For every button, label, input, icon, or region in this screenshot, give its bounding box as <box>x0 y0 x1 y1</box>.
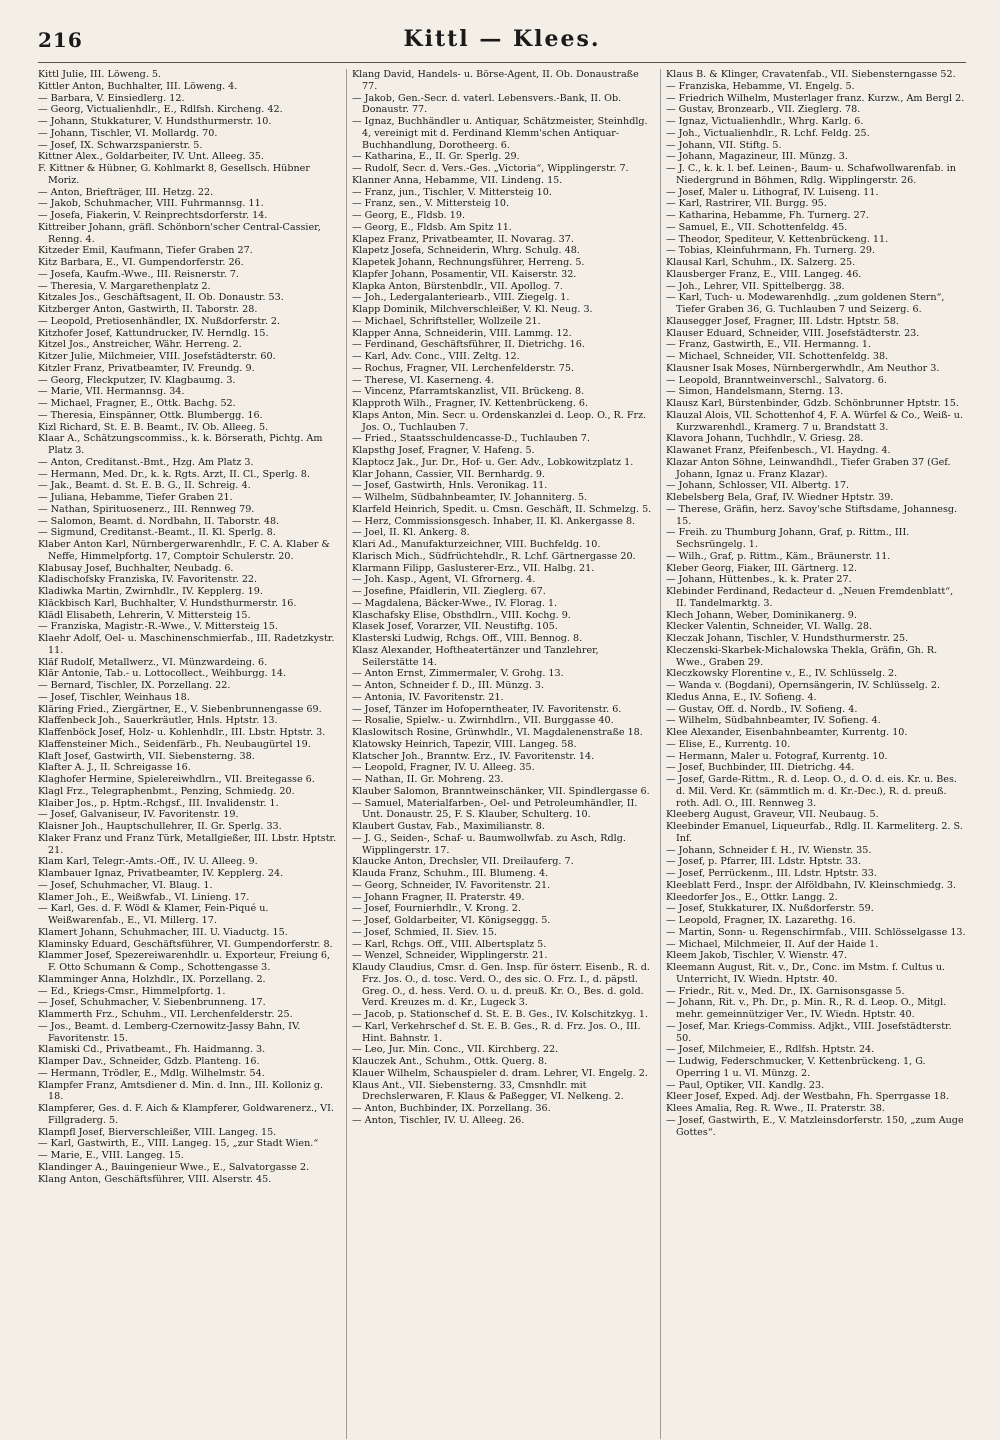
directory-entry: — Bernard, Tischler, IX. Porzellang. 22. <box>38 680 231 691</box>
directory-entry: — Rochus, Fragner, VII. Lerchenfelderstr. 75. <box>352 362 575 374</box>
directory-entry: — Franz, sen., V. Mittersteig 10. <box>352 198 510 210</box>
directory-entry: Klaisner Joh., Hauptschullehrer, II. Gr. Sperlg. 33. <box>38 821 282 832</box>
directory-entry: — Franziska, Hebamme, VI. Engelg. 5. <box>666 80 855 92</box>
directory-entry: — Anton Ernst, Zimmermaler, V. Grohg. 13. <box>352 668 564 680</box>
directory-entry: Kittler Anton, Buchhalter, III. Löweng. 4. <box>38 80 238 92</box>
directory-entry: Kleeblatt Ferd., Inspr. der Alföldbahn, IV. Kleinschmiedg. 3. <box>666 879 957 891</box>
directory-entry: — Karl, Adv. Conc., VIII. Zeltg. 12. <box>352 351 520 362</box>
directory-entry: — Sigmund, Creditanst.-Beamt., II. Kl. Sperlg. 8. <box>38 527 276 539</box>
directory-entry: — Paul, Optiker, VII. Kandlg. 23. <box>666 1079 825 1091</box>
directory-entry: — Johann, Magazineur, III. Münzg. 3. <box>666 151 848 163</box>
directory-entry: — Friedrich Wilhelm, Musterlager franz. Kurzw., Am Bergl 2. <box>666 92 965 104</box>
directory-entry: — Salomon, Beamt. d. Nordbahn, II. Taborstr. 48. <box>38 515 280 527</box>
directory-entry: — Hermann, Med. Dr., k. k. Rgts. Arzt, II. Cl., Sperlg. 8. <box>38 468 310 480</box>
directory-entry: — Johann Fragner, II. Praterstr. 49. <box>352 891 525 903</box>
directory-entry: — Josef, Stukkaturer, IX. Nußdorferstr. 59. <box>666 903 874 915</box>
directory-entry: — Georg, E., Fldsb. 19. <box>352 210 466 221</box>
directory-columns <box>38 69 966 1439</box>
directory-entry: — J. C., k. k. l. bef. Leinen-, Baum- u. Schafwollwarenfab. in Niedergrund in Böhmen, Rdlg. Wipplingerstr. 26. <box>666 163 956 186</box>
directory-entry: — Gustav, Off. d. Nordb., IV. Sofieng. 4. <box>666 703 858 715</box>
directory-entry: Klapez Franz, Privatbeamter, II. Novarag. 37. <box>352 233 574 245</box>
directory-entry: Klär Antonie, Tab.- u. Lottocollect., Weihburgg. 14. <box>38 668 287 680</box>
directory-entry: — Georg, Fleckputzer, IV. Klagbaumg. 3. <box>38 374 236 386</box>
directory-entry: — Georg, Victualienhdlr., E., Rdlfsh. Kircheng. 42. <box>38 104 283 116</box>
directory-entry: — Michael, Fragner, E., Ottk. Bachg. 52. <box>38 398 236 409</box>
directory-entry: — Johann, Stukkaturer, V. Hundsthurmerstr. 10. <box>38 116 272 127</box>
directory-entry: Klatowsky Heinrich, Tapezir, VIII. Langeg. 58. <box>352 738 577 750</box>
directory-entry: — Friedr., Rit. v., Med. Dr., IX. Garnisonsgasse 5. <box>666 985 905 997</box>
directory-entry: — Josefa, Kaufm.-Wwe., III. Reisnerstr. 7. <box>38 268 239 280</box>
directory-entry: Klaudy Claudius, Cmsr. d. Gen. Insp. für österr. Eisenb., R. d. Frz. Jos. O., d. tosc. Verd. O., des sic. O. Frz. I., d. päpstl. Greg. O., d. hess. Verd. O. u. d. preuß. Kr. O., Bes. d. gold. Verd. Kreuzes m. d. Kr., Lugeck 3. <box>352 962 650 1009</box>
directory-entry: Kledus Anna, E., IV. Sofieng. 4. <box>666 691 817 703</box>
directory-entry: — Michael, Milchmeier, II. Auf der Haide 1. <box>666 938 879 950</box>
directory-entry: Klebinder Ferdinand, Redacteur d. „Neuen Fremdenblatt“, II. Tandelmarktg. 3. <box>666 586 954 609</box>
directory-entry: Klampferer, Ges. d. F. Aich & Klampferer, Goldwarenerz., VI. Fillgraderg. 5. <box>38 1103 334 1126</box>
directory-entry: — Josef, Tänzer im Hofoperntheater, IV. Favoritenstr. 6. <box>352 703 622 715</box>
directory-entry: Klaar A., Schätzungscommiss., k. k. Börserath, Pichtg. Am Platz 3. <box>38 433 323 456</box>
column-2 <box>346 69 652 1439</box>
directory-entry: — Leopold, Branntweinverschl., Salvatorg. 6. <box>666 374 887 386</box>
directory-entry: Klausner Isak Moses, Nürnbergerwhdlr., Am Neuthor 3. <box>666 362 940 374</box>
directory-entry: — Theresia, V. Margarethenplatz 2. <box>38 280 211 292</box>
directory-entry: Klapetz Josefa, Schneiderin, Whrg. Schulg. 48. <box>352 245 580 257</box>
column-3 <box>660 69 966 1439</box>
directory-entry: Klebelsberg Bela, Graf, IV. Wiedner Hptstr. 39. <box>666 492 894 503</box>
directory-entry: — Freih. zu Thumburg Johann, Graf, p. Rittm., III. Sechsrüngelg. 1. <box>666 527 910 550</box>
directory-entry: Klaus B. & Klinger, Cravatenfab., VII. Siebensterngasse 52. <box>666 69 956 80</box>
directory-entry: — Karl, Rastrirer, VII. Burgg. 95. <box>666 198 827 210</box>
directory-entry: Kleczenski-Skarbek-Michalowska Thekla, Gräfin, Gh. R. Wwe., Graben 29. <box>666 644 938 668</box>
page-number: 216 <box>38 28 83 52</box>
directory-entry: — Johann, VII. Stiftg. 5. <box>666 139 782 151</box>
directory-entry: Klambauer Ignaz, Privatbeamter, IV. Kepplerg. 24. <box>38 868 284 879</box>
directory-entry: — Wilhelm, Südbahnbeamter, IV. Sofieng. 4. <box>666 715 881 727</box>
directory-entry: Klaiber Jos., p. Hptm.-Rchgsf., III. Invalidenstr. 1. <box>38 797 279 809</box>
directory-entry: — Josef, Tischler, Weinhaus 18. <box>38 691 190 703</box>
directory-entry: Klaffenböck Josef, Holz- u. Kohlenhdlr., III. Lbstr. Hptstr. 3. <box>38 727 326 738</box>
directory-entry: — Georg, Schneider, IV. Favoritenstr. 21. <box>352 879 551 891</box>
directory-entry: — Josef, Gastwirth, Hnls. Veronikag. 11. <box>352 480 548 492</box>
directory-entry: Kittreiber Johann, gräfl. Schönborn'scher Central-Cassier, Renng. 4. <box>38 221 321 245</box>
directory-entry: Klaffenbeck Joh., Sauerkräutler, Hnls. Hptstr. 13. <box>38 715 278 727</box>
directory-entry: — Jakob, Schuhmacher, VIII. Fuhrmannsg. 11. <box>38 198 264 210</box>
directory-entry: Kitzberger Anton, Gastwirth, II. Taborstr. 28. <box>38 304 258 315</box>
directory-entry: — Johann, Schlosser, VII. Albertg. 17. <box>666 480 850 492</box>
directory-entry: — Josef, Gastwirth, E., V. Matzleinsdorferstr. 150, „zum Auge Gottes“. <box>666 1114 964 1138</box>
directory-entry: Klandinger A., Bauingenieur Wwe., E., Salvatorgasse 2. <box>38 1161 310 1173</box>
directory-entry: — Wilh., Graf, p. Rittm., Käm., Bräunerstr. 11. <box>666 550 891 562</box>
directory-entry: Klampfl Josef, Bierverschleißer, VIII. Langeg. 15. <box>38 1126 277 1138</box>
directory-entry: Klaus Ant., VII. Siebensterng. 33, Cmsnhdlr. mit Drechslerwaren, F. Klaus & Paßegger, VI. Nelkeng. 2. <box>352 1079 624 1103</box>
directory-entry: — Josef, IX. Schwarzspanierstr. 5. <box>38 139 203 151</box>
directory-entry: Kläf Rudolf, Metallwerz., VI. Münzwardeing. 6. <box>38 656 268 668</box>
directory-entry: Kleczkowsky Florentine v., E., IV. Schlüsselg. 2. <box>666 668 898 680</box>
directory-entry: — Leo, Jur. Min. Conc., VII. Kirchberg. 22. <box>352 1044 559 1056</box>
directory-entry: — Joh., Lehrer, VII. Spittelbergg. 38. <box>666 280 845 292</box>
directory-entry: — Anton, Schneider f. D., III. Münzg. 3. <box>352 680 545 691</box>
directory-entry: Kitzler Franz, Privatbeamter, IV. Freundg. 9. <box>38 362 255 374</box>
directory-entry: Klafter A. J., II. Schreigasse 16. <box>38 762 191 774</box>
directory-entry: Klatscher Joh., Branntw. Erz., IV. Favoritenstr. 14. <box>352 750 595 762</box>
directory-entry: — Fried., Staatsschuldencasse-D., Tuchlauben 7. <box>352 433 590 445</box>
directory-entry: — Jak., Beamt. d. St. E. B. G., II. Schreig. 4. <box>38 480 251 492</box>
directory-entry: Klammer Josef, Spezereiwarenhdlr. u. Exporteur, Freiung 6, F. Otto Schumann & Comp., Schottengasse 3. <box>38 950 331 973</box>
directory-entry: — Leopold, Pretiosenhändler, IX. Nußdorferstr. 2. <box>38 315 281 327</box>
directory-entry: Klauber Salomon, Branntweinschänker, VII. Spindlergasse 6. <box>352 785 650 797</box>
directory-entry: Klaucke Anton, Drechsler, VII. Dreilauferg. 7. <box>352 856 574 868</box>
directory-entry: — Therese, Gräfin, herz. Savoy'sche Stiftsdame, Johannesg. 15. <box>666 503 958 527</box>
directory-entry: Klammerth Frz., Schuhm., VII. Lerchenfelderstr. 25. <box>38 1009 293 1020</box>
directory-entry: — Johann, Rit. v., Ph. Dr., p. Min. R., R. d. Leop. O., Mitgl. mehr. gemeinnütziger Ver., IV. Wiedn. Hptstr. 40. <box>666 997 947 1020</box>
directory-entry: Kleedorfer Jos., E., Ottkr. Langg. 2. <box>666 891 838 903</box>
directory-entry: — Karl, Rchgs. Off., VIII. Albertsplatz 5. <box>352 938 547 950</box>
directory-entry: — Gustav, Bronzearb., VII. Zieglerg. 78. <box>666 104 861 116</box>
directory-entry: — Karl, Ges. d. F. Wödl & Klamer, Fein-Piqué u. Weißwarenfab., E., VI. Millerg. 17. <box>38 903 269 926</box>
directory-entry: Klawanet Franz, Pfeifenbesch., VI. Haydng. 4. <box>666 445 891 456</box>
directory-entry: Kleer Josef, Exped. Adj. der Westbahn, Fh. Sperrgasse 18. <box>666 1091 949 1103</box>
directory-entry: — Katharina, Hebamme, Fh. Turnerg. 27. <box>666 210 869 221</box>
page-header <box>38 26 966 63</box>
directory-entry: — Leopold, Fragner, IV. U. Alleeg. 35. <box>352 762 535 774</box>
directory-entry: — Josef, Goldarbeiter, VI. Königseggg. 5. <box>352 915 551 926</box>
directory-entry: — Elise, E., Kurrentg. 10. <box>666 738 791 750</box>
directory-entry: Klausberger Franz, E., VIII. Langeg. 46. <box>666 268 862 280</box>
directory-entry: — Jos., Beamt. d. Lemberg-Czernowitz-Jassy Bahn, IV. Favoritenstr. 15. <box>38 1020 301 1044</box>
directory-entry: — Barbara, V. Einsiedlerg. 12. <box>38 92 185 104</box>
directory-entry: — Marie, VII. Hermannsg. 34. <box>38 386 185 398</box>
directory-entry: — Josef, Schuhmacher, V. Siebenbrunneng. 17. <box>38 997 266 1009</box>
directory-entry: Klagl Frz., Telegraphenbmt., Penzing, Schmiedg. 20. <box>38 785 295 797</box>
directory-entry: Klauczek Ant., Schuhm., Ottk. Querg. 8. <box>352 1056 548 1067</box>
directory-entry: Klapp Dominik, Milchverschleißer, V. Kl. Neug. 3. <box>352 304 593 315</box>
directory-entry: Klapfer Johann, Posamentir, VII. Kaiserstr. 32. <box>352 268 577 280</box>
directory-entry: F. Kittner & Hübner, G. Kohlmarkt 8, Gesellsch. Hübner Moriz. <box>38 163 310 186</box>
directory-entry: — Georg, E., Fldsb. Am Spitz 11. <box>352 221 512 233</box>
directory-entry: Klaft Josef, Gastwirth, VII. Siebensterng. 38. <box>38 750 255 762</box>
directory-entry: — Johann, Schneider f. H., IV. Wienstr. 35. <box>666 844 872 856</box>
directory-entry: Kleczak Johann, Tischler, V. Hundsthurmerstr. 25. <box>666 633 909 644</box>
directory-entry: — Josef, p. Pfarrer, III. Ldstr. Hptstr. 33. <box>666 856 862 868</box>
directory-entry: Klasterski Ludwig, Rchgs. Off., VIII. Bennog. 8. <box>352 633 583 644</box>
directory-entry: — Joel, II. Kl. Ankerg. 8. <box>352 527 470 539</box>
directory-entry: — Jacob, p. Stationschef d. St. E. B. Ges., IV. Kolschitzkyg. 1. <box>352 1009 649 1020</box>
directory-entry: Klasek Josef, Vorarzer, VII. Neustiftg. 105. <box>352 621 558 633</box>
directory-entry: — Joh., Victualienhdlr., R. Lchf. Feldg. 25. <box>666 127 870 139</box>
directory-entry: — Jakob, Gen.-Secr. d. vaterl. Lebensvers.-Bank, II. Ob. Donaustr. 77. <box>352 92 622 116</box>
directory-entry: — Josef, Schmied, II. Siev. 15. <box>352 926 498 938</box>
directory-entry: Klasz Alexander, Hoftheatertänzer und Tanzlehrer, Seilerstätte 14. <box>352 644 599 668</box>
directory-entry: — Marie, E., VIII. Langeg. 15. <box>38 1150 184 1161</box>
directory-entry: Klabusay Josef, Buchhalter, Neubadg. 6. <box>38 562 234 574</box>
directory-entry: — Anton, Tischler, IV. U. Alleeg. 26. <box>352 1114 525 1126</box>
directory-entry: Klam Karl, Telegr.-Amts.-Off., IV. U. Alleeg. 9. <box>38 856 258 868</box>
directory-entry: Klaghofer Hermine, Spielereiwhdlrn., VII. Breitegasse 6. <box>38 774 315 785</box>
directory-entry: — Josefa, Fiakerin, V. Reinprechtsdorferstr. 14. <box>38 210 268 221</box>
directory-entry: Kleemann August, Rit. v., Dr., Conc. im Mstm. f. Cultus u. Unterricht, IV. Wiedn. Hptstr. 40. <box>666 962 946 985</box>
directory-entry: — Wanda v. (Bogdani), Opernsängerin, IV. Schlüsselg. 2. <box>666 680 941 691</box>
directory-entry: — Katharina, E., II. Gr. Sperlg. 29. <box>352 151 520 163</box>
directory-entry: Klampfer Franz, Amtsdiener d. Min. d. Inn., III. Kolloniz g. 18. <box>38 1079 324 1103</box>
running-head: Kittl — Klees. <box>403 26 601 52</box>
directory-entry: Klecker Valentin, Schneider, VI. Wallg. 28. <box>666 621 873 633</box>
directory-entry: Klauser Eduard, Schneider, VIII. Josefstädterstr. 23. <box>666 327 920 339</box>
directory-entry: Klarisch Mich., Südfrüchtehdlr., R. Lchf. Gärtnergasse 20. <box>352 550 636 562</box>
directory-entry: — Theresia, Einspänner, Ottk. Blumbergg. 16. <box>38 409 263 421</box>
directory-entry: Klees Amalia, Reg. R. Wwe., II. Praterstr. 38. <box>666 1103 885 1114</box>
directory-entry: — Josef, Schuhmacher, VI. Blaug. 1. <box>38 879 213 891</box>
directory-entry: — J. G., Seiden-, Schaf- u. Baumwollwfab. zu Asch, Rdlg. Wipplingerstr. 17. <box>352 832 626 856</box>
directory-entry: Klapetek Johann, Rechnungsführer, Herreng. 5. <box>352 257 585 268</box>
directory-entry: — Josef, Perrückenm., III. Ldstr. Hptstr. 33. <box>666 868 877 879</box>
directory-entry: — Josef, Galvaniseur, IV. Favoritenstr. 19. <box>38 809 239 821</box>
directory-entry: Klavora Johann, Tuchhdlr., V. Griesg. 28. <box>666 433 864 445</box>
directory-entry: Klaubert Gustav, Fab., Maximilianstr. 8. <box>352 821 545 832</box>
directory-entry: Klamper Dav., Schneider, Gdzb. Planteng. 16. <box>38 1056 260 1067</box>
directory-entry: Klauda Franz, Schuhm., III. Blumeng. 4. <box>352 868 549 879</box>
directory-entry: — Martin, Sonn- u. Regenschirmfab., VIII. Schlösselgasse 13. <box>666 926 966 938</box>
directory-entry: — Tobias, Kleinfuhrmann, Fh. Turnerg. 29. <box>666 245 875 257</box>
directory-entry: — Wilhelm, Südbahnbeamter, IV. Johanniterg. 5. <box>352 492 588 503</box>
directory-entry: — Rudolf, Secr. d. Vers.-Ges. „Victoria“, Wipplingerstr. 7. <box>352 163 629 174</box>
directory-entry: — Joh. Kasp., Agent, VI. Gfrornerg. 4. <box>352 574 536 586</box>
directory-entry: — Anton, Briefträger, III. Hetzg. 22. <box>38 186 214 198</box>
directory-entry: Klamert Johann, Schuhmacher, III. U. Viaductg. 15. <box>38 926 288 938</box>
directory-entry: — Wenzel, Schneider, Wipplingerstr. 21. <box>352 950 548 962</box>
directory-entry: — Samuel, E., VII. Schottenfeldg. 45. <box>666 221 848 233</box>
directory-entry: Klarfeld Heinrich, Spedit. u. Cmsn. Geschäft, II. Schmelzg. 5. <box>352 503 652 515</box>
directory-entry: — Josef, Mar. Kriegs-Commiss. Adjkt., VIII. Josefstädterstr. 50. <box>666 1020 952 1044</box>
directory-entry: — Michael, Schriftsteller, Wollzeile 21. <box>352 315 541 327</box>
directory-entry: — Josefine, Pfaidlerin, VII. Zieglerg. 67. <box>352 586 546 597</box>
directory-entry: Kleebinder Emanuel, Liqueurfab., Rdlg. II. Karmeliterg. 2. S. Inf. <box>666 821 963 844</box>
directory-entry: — Franz, Gastwirth, E., VII. Hermanng. 1. <box>666 339 872 351</box>
column-1 <box>38 69 338 1439</box>
directory-entry: Kitzeder Emil, Kaufmann, Tiefer Graben 27. <box>38 245 253 257</box>
directory-entry: Klausegger Josef, Fragner, III. Ldstr. Hptstr. 58. <box>666 315 899 327</box>
directory-entry: Kitz Barbara, E., VI. Gumpendorferstr. 26. <box>38 257 244 268</box>
directory-entry: — Herz, Commissionsgesch. Inhaber, II. Kl. Ankergasse 8. <box>352 515 636 527</box>
directory-entry: Klaminsky Eduard, Geschäftsführer, VI. Gumpendorferstr. 8. <box>38 938 333 950</box>
directory-entry: Klari Ad., Manufakturzeichner, VIII. Buchfeldg. 10. <box>352 539 601 550</box>
directory-entry: Klanner Anna, Hebamme, VII. Lindeng. 15. <box>352 174 563 186</box>
directory-entry: Kitzel Jos., Anstreicher, Währ. Herreng. 2. <box>38 339 242 351</box>
directory-entry: Klamminger Anna, Holzhdlr., IX. Porzellang. 2. <box>38 973 266 985</box>
directory-entry: Klamer Joh., E., Weißwfab., VI. Linieng. 17. <box>38 891 250 903</box>
directory-entry: Klee Alexander, Eisenbahnbeamter, Kurrentg. 10. <box>666 727 908 738</box>
directory-entry: — Josef, Maler u. Lithograf, IV. Luiseng. 11. <box>666 186 879 198</box>
directory-entry: Kladischofsky Franziska, IV. Favoritenstr. 22. <box>38 574 258 586</box>
directory-entry: Kitzer Julie, Milchmeier, VIII. Josefstädterstr. 60. <box>38 351 276 362</box>
directory-entry: — Leopold, Fragner, IX. Lazarethg. 16. <box>666 915 856 926</box>
directory-entry: — Franziska, Magistr.-R.-Wwe., V. Mittersteig 15. <box>38 621 278 633</box>
directory-entry: — Hermann, Trödler, E., Mdlg. Wilhelmstr. 54. <box>38 1067 265 1079</box>
directory-entry: Klapsthg Josef, Fragner, V. Hafeng. 5. <box>352 445 535 456</box>
directory-entry: — Anton, Creditanst.-Bmt., Hzg. Am Platz 3. <box>38 456 254 468</box>
directory-entry: Kläckbisch Karl, Buchhalter, V. Hundsthurmerstr. 16. <box>38 597 297 609</box>
directory-entry: — Nathan, II. Gr. Mohreng. 23. <box>352 774 504 785</box>
directory-entry: Klaslowitsch Rosine, Grünwhdlr., VI. Magdalenenstraße 18. <box>352 727 643 738</box>
directory-entry: — Antonia, IV. Favoritenstr. 21. <box>352 691 504 703</box>
directory-entry: Klaps Anton, Min. Secr. u. Ordenskanzlei d. Leop. O., R. Frz. Jos. O., Tuchlauben 7. <box>352 409 647 433</box>
directory-entry: — Franz, jun., Tischler, V. Mittersteig 10. <box>352 186 552 198</box>
directory-entry: Klaschafsky Elise, Obsthdlrn., VIII. Kochg. 9. <box>352 609 571 621</box>
directory-entry: Klar Johann, Cassier, VII. Bernhardg. 9. <box>352 468 545 480</box>
directory-entry: — Theodor, Spediteur, V. Kettenbrückeng. 11. <box>666 233 889 245</box>
directory-entry: — Michael, Schneider, VII. Schottenfeldg. 38. <box>666 351 889 362</box>
directory-entry: Kladiwka Martin, Zwirnhdlr., IV. Kepplerg. 19. <box>38 586 263 597</box>
directory-entry: Kizl Richard, St. E. B. Beamt., IV. Ob. Alleeg. 5. <box>38 421 269 433</box>
directory-entry: — Rosalie, Spielw.- u. Zwirnhdlrn., VII. Burggasse 40. <box>352 715 614 727</box>
directory-entry: Klapka Anton, Bürstenbdlr., VII. Apollog. 7. <box>352 280 563 292</box>
directory-entry: Kleber Georg, Fiaker, III. Gärtnerg. 12. <box>666 562 858 574</box>
directory-entry: Klapproth Wilh., Fragner, IV. Kettenbrückeng. 6. <box>352 398 589 409</box>
directory-entry: Kleem Jakob, Tischler, V. Wienstr. 47. <box>666 950 848 962</box>
directory-entry: Klarmann Filipp, Gaslusterer-Erz., VII. Halbg. 21. <box>352 562 595 574</box>
directory-entry: Kläring Fried., Ziergärtner, E., V. Siebenbrunnengasse 69. <box>38 703 322 715</box>
directory-entry: — Ignaz, Victualienhdlr., Whrg. Karlg. 6. <box>666 116 864 127</box>
directory-entry: — Therese, VI. Kaserneng. 4. <box>352 374 495 386</box>
directory-entry: — Joh., Ledergalanteriearb., VIII. Ziegelg. 1. <box>352 292 570 304</box>
directory-entry: Klausal Karl, Schuhm., IX. Salzerg. 25. <box>666 257 856 268</box>
directory-entry: Klamiski Cd., Privatbeamt., Fh. Haidmanng. 3. <box>38 1044 266 1056</box>
directory-entry: — Josef, Buchbinder, III. Dietrichg. 44. <box>666 762 855 774</box>
directory-entry: Klaber Anton Karl, Nürnbergerwarenhdlr., F. C. A. Klaber & Neffe, Himmelpfortg. 17, Comptoir Schulerstr. 20. <box>38 539 330 562</box>
directory-entry: — Simon, Handelsmann, Sterng. 13. <box>666 386 844 398</box>
directory-entry: Kitzales Jos., Geschäftsagent, II. Ob. Donaustr. 53. <box>38 292 284 304</box>
directory-entry: Klech Johann, Weber, Dominikanerg. 9. <box>666 609 857 621</box>
directory-entry: Kleeberg August, Graveur, VII. Neubaug. 5. <box>666 809 879 821</box>
directory-entry: — Anton, Buchbinder, IX. Porzellang. 36. <box>352 1103 551 1114</box>
directory-entry: — Nathan, Spirituosenerz., III. Rennweg 79. <box>38 503 255 515</box>
directory-entry: Klang Anton, Geschäftsführer, VIII. Alserstr. 45. <box>38 1173 272 1185</box>
directory-entry: Klauzal Alois, VII. Schottenhof 4, F. A. Würfel & Co., Weiß- u. Kurzwarenhdl., Kramerg. 7 u. Brandstatt 3. <box>666 409 964 433</box>
directory-entry: Klädl Elisabeth, Lehrerin, V. Mittersteig 15. <box>38 609 251 621</box>
directory-entry: — Magdalena, Bäcker-Wwe., IV. Florag. 1. <box>352 597 558 609</box>
directory-entry: — Ludwig, Federschmucker, V. Kettenbrückeng. 1, G. Operring 1 u. VI. Münzg. 2. <box>666 1056 926 1079</box>
directory-entry: — Samuel, Materialfarben-, Oel- und Petroleumhändler, II. Unt. Donaustr. 25, F. S. Klauber, Schulterg. 10. <box>352 797 638 821</box>
directory-entry: Kitzhofer Josef, Kattundrucker, IV. Herndlg. 15. <box>38 327 269 339</box>
directory-entry: Kittner Alex., Goldarbeiter, IV. Unt. Alleeg. 35. <box>38 151 264 163</box>
directory-entry: Klapper Anna, Schneiderin, VIII. Lammg. 12. <box>352 327 572 339</box>
directory-entry: Klaffensteiner Mich., Seidenfärb., Fh. Neubaugürtel 19. <box>38 738 311 750</box>
directory-entry: — Josef, Fournierhdlr., V. Krong. 2. <box>352 903 521 915</box>
directory-entry: — Juliana, Hebamme, Tiefer Graben 21. <box>38 492 233 503</box>
directory-entry: Klausz Karl, Bürstenbinder, Gdzb. Schönbrunner Hptstr. 15. <box>666 398 959 409</box>
directory-entry: — Karl, Verkehrschef d. St. E. B. Ges., R. d. Frz. Jos. O., III. Hint. Bahnstr. 1. <box>352 1020 641 1044</box>
directory-entry: — Karl, Tuch- u. Modewarenhdlg. „zum goldenen Stern“, Tiefer Graben 36, G. Tuchlauben 7 und Seizerg. 6. <box>666 292 945 315</box>
directory-entry: — Ed., Kriegs-Cmsr., Himmelpfortg. 1. <box>38 985 226 997</box>
directory-entry: — Hermann, Maler u. Fotograf, Kurrentg. 10. <box>666 750 888 762</box>
directory-entry: Klang David, Handels- u. Börse-Agent, II. Ob. Donaustraße 77. <box>352 69 639 92</box>
directory-entry: — Ferdinand, Geschäftsführer, II. Dietrichg. 16. <box>352 339 585 351</box>
directory-entry: Klazar Anton Söhne, Leinwandhdl., Tiefer Graben 37 (Gef. Johann, Ignaz u. Franz Klazar). <box>666 456 951 480</box>
directory-entry: — Ignaz, Buchhändler u. Antiquar, Schätzmeister, Steinhdlg. 4, vereinigt mit d. Ferdinand Klemm'schen Antiquar-Buchhandlung, Dorotheerg. 6. <box>352 116 648 151</box>
directory-entry: Klaehr Adolf, Oel- u. Maschinenschmierfab., III. Radetzkystr. 11. <box>38 633 335 656</box>
directory-entry: — Josef, Garde-Rittm., R. d. Leop. O., d. O. d. eis. Kr. u. Bes. d. Mil. Verd. Kr. (sämmtlich m. d. Kr.-Dec.), R. d. preuß. roth. Adl. O., III. Rennweg 3. <box>666 774 957 809</box>
directory-entry: — Johann, Hüttenbes., k. k. Prater 27. <box>666 574 852 586</box>
directory-entry: Klauer Wilhelm, Schauspieler d. dram. Lehrer, VI. Engelg. 2. <box>352 1067 648 1079</box>
directory-entry: — Vincenz, Pfarramtskanzlist, VII. Brückeng. 8. <box>352 386 585 398</box>
directory-entry: — Johann, Tischler, VI. Mollardg. 70. <box>38 127 218 139</box>
directory-entry: — Josef, Milchmeier, E., Rdlfsh. Hptstr. 24. <box>666 1044 875 1056</box>
directory-entry: Klaker Franz und Franz Türk, Metallgießer, III. Lbstr. Hptstr. 21. <box>38 832 337 856</box>
directory-entry: Kittl Julie, III. Löweng. 5. <box>38 69 162 80</box>
directory-entry: — Karl, Gastwirth, E., VIII. Langeg. 15, „zur Stadt Wien.“ <box>38 1138 319 1150</box>
directory-entry: Klaptocz Jak., Jur. Dr., Hof- u. Ger. Adv., Lobkowitzplatz 1. <box>352 456 634 468</box>
